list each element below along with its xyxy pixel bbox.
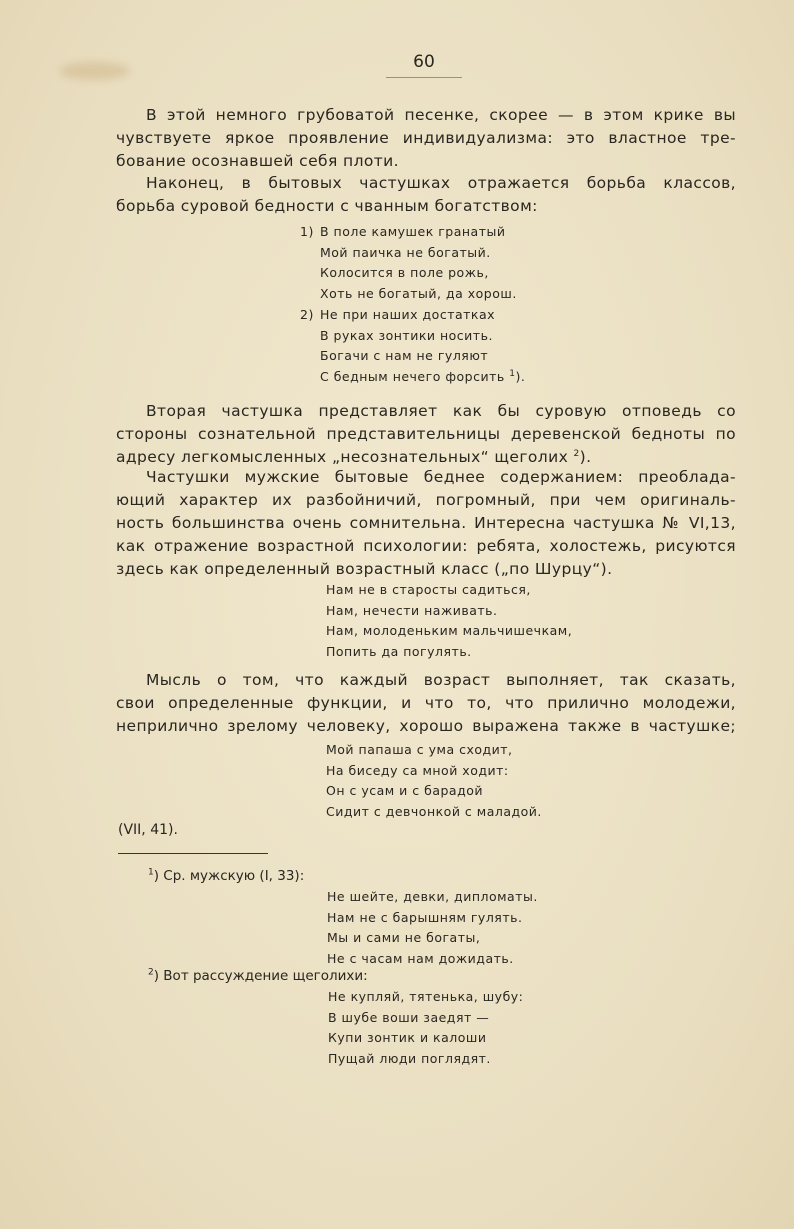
verse-line: Мы и сами не богаты, <box>327 930 481 946</box>
verse-line: Мой паичка не богатый. <box>320 244 491 260</box>
paragraph-5 <box>116 669 736 738</box>
verse-line: 2) Не при наших достатках <box>300 305 525 326</box>
text-line: чувствуете яркое проявление индивидуализма: это властное тре- <box>116 129 736 147</box>
verse-block-3 <box>326 740 542 823</box>
verse-line: Нам не с барышням гулять. <box>327 909 523 925</box>
verse-line: Колосится в поле рожь, <box>320 265 489 281</box>
verse-number: 1) <box>300 224 314 239</box>
verse-line: Мой папаша с ума сходит, <box>326 742 513 757</box>
verse-line: 1) В поле камушек гранатый <box>300 222 525 243</box>
verse-line: Хоть не богатый, да хорош. <box>320 286 517 302</box>
footnote-marker: 1 <box>509 368 516 379</box>
footnote-marker: 2 <box>148 967 154 978</box>
paragraph-3 <box>116 400 736 469</box>
text-line: Вторая частушка представляет как бы суровую отповедь со <box>146 402 736 420</box>
paragraph-1 <box>116 104 736 173</box>
text-line: Частушки мужские бытовые беднее содержанием: преоблада- <box>146 468 736 486</box>
verse-line: Не шейте, девки, дипломаты. <box>327 889 538 904</box>
footnote-1-verse <box>327 887 538 970</box>
footnote-2-verse <box>328 987 523 1070</box>
text-line: ющий характер их разбойничий, погромный, при чем оригиналь- <box>116 491 736 509</box>
text-line: борьба суровой бедности с чванным богатством: <box>116 197 538 215</box>
verse-line: В шубе воши заедят — <box>328 1009 490 1025</box>
verse-line: Купи зонтик и калоши <box>328 1030 487 1046</box>
text-line: неприлично зрелому человеку, хорошо выражена также в частушке; <box>116 717 736 735</box>
verse-line: В руках зонтики носить. <box>320 327 493 343</box>
verse-line: Сидит с девчонкой с маладой. <box>326 804 542 820</box>
page-number: 60 <box>413 52 435 72</box>
page-number-rule <box>386 77 462 78</box>
text-line: адресу легкомысленных „несознательных“ щеголих $^2$). <box>116 448 592 466</box>
footnote-marker: 2 <box>573 448 580 459</box>
footnote-2: $^2$) Вот рассуждение щеголихи: <box>148 967 368 984</box>
verse-block-1 <box>300 222 525 388</box>
verse-line: Нам, молоденьким мальчишечкам, <box>326 623 573 639</box>
text-line: В этой немного грубоватой песенке, скорее — в этом крике вы <box>146 106 736 124</box>
text-line: Мысль о том, что каждый возраст выполняет, так сказать, <box>146 671 736 689</box>
verse-line: На биседу са мной ходит: <box>326 762 509 778</box>
verse-line: Он с усам и с барадой <box>326 783 483 799</box>
verse-line: Попить да погулять. <box>326 644 472 660</box>
text-line: как отражение возрастной психологии: ребята, холостежь, рисуются <box>116 537 736 555</box>
verse-line: Пущай люди поглядят. <box>328 1051 491 1067</box>
footnote-marker: 1 <box>148 867 154 878</box>
text-line: здесь как определенный возрастный класс („по Шурцу“). <box>116 560 613 578</box>
verse-line: Богачи с нам не гуляют <box>320 348 489 364</box>
verse-reference: (VII, 41). <box>118 822 178 838</box>
text-line: ность большинства очень сомнительна. Интересна частушка № VI,13, <box>116 514 736 532</box>
paragraph-4 <box>116 466 736 581</box>
verse-block-2 <box>326 580 572 663</box>
verse-line: Не купляй, тятенька, шубу: <box>328 989 524 1004</box>
text-line: стороны сознательной представительницы деревенской бедноты по <box>116 425 736 443</box>
footnote-1: $^1$) Ср. мужскую (I, 33): <box>148 867 305 884</box>
verse-line: С бедным нечего форсить $^1$). <box>320 368 526 384</box>
paper-stain <box>60 62 130 80</box>
verse-line: Нам не в старосты садиться, <box>326 582 531 597</box>
text-line: Наконец, в бытовых частушках отражается борьба классов, <box>146 174 736 192</box>
text-line: свои определенные функции, и что то, что прилично молодежи, <box>116 694 736 712</box>
paragraph-2 <box>116 172 736 218</box>
verse-line: Нам, нечести наживать. <box>326 602 498 618</box>
text-line: бование осознавшей себя плоти. <box>116 152 399 170</box>
verse-line: Не с часам нам дожидать. <box>327 951 514 967</box>
verse-number: 2) <box>300 306 314 322</box>
footnote-divider <box>118 853 268 854</box>
